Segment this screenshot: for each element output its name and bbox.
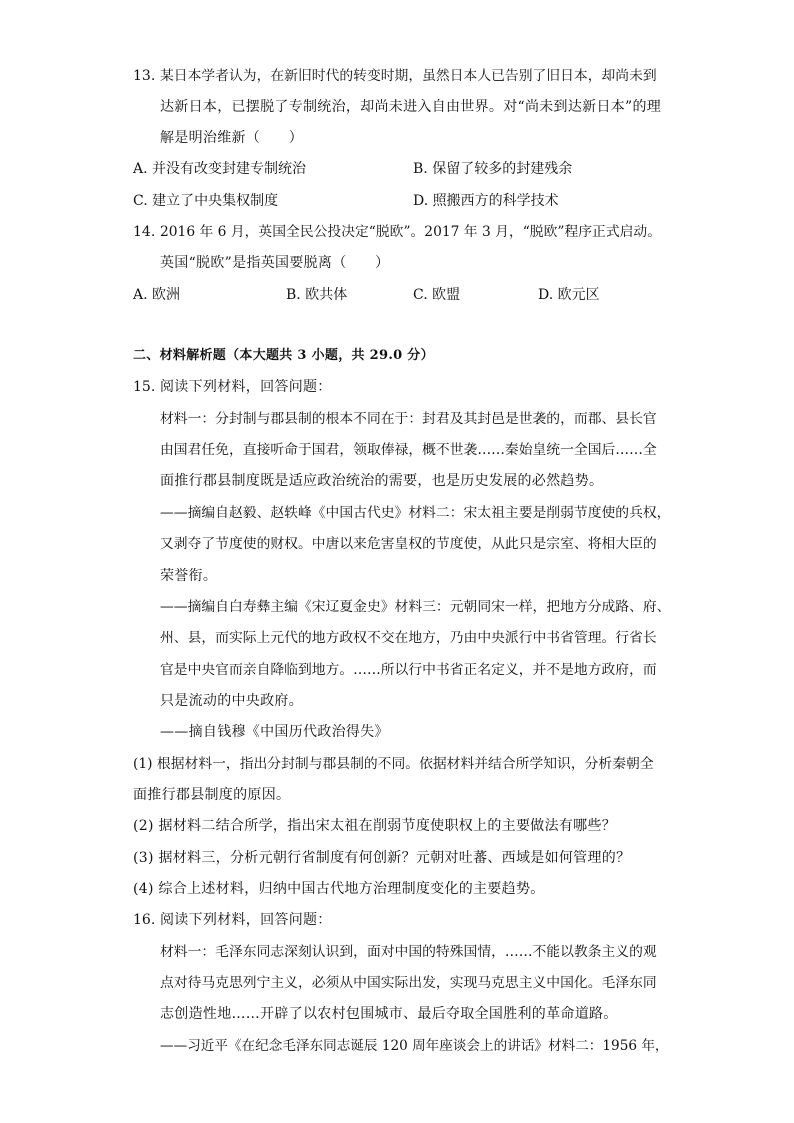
q14-option-c[interactable]: C. 欧盟 [413,287,461,303]
q13-option-d[interactable]: D. 照搬西方的科学技术 [413,193,559,209]
q15-material2-line2: 荣誉衔。 [160,568,218,584]
q16-material1-line1: 材料一：毛泽东同志深刻认识到，面对中国的特殊国情，……不能以教条主义的观 [160,944,657,960]
q15-material3-line1: 州、县，而实际上元代的地方政权不交在地方，乃由中央派行中书省管理。行省长 [160,630,657,646]
q14-number: 14. [133,224,156,240]
q15-subquestion-2: (2) 据材料二结合所学，指出宋太祖在削弱节度使职权上的主要做法有哪些？ [133,818,617,834]
q15-subquestion-1-line1: (1) 根据材料一，指出分封制与郡县制的不同。依据材料并结合所学知识，分析秦朝全 [133,756,654,772]
q14-option-d[interactable]: D. 欧元区 [538,287,600,303]
q13-stem-line3: 解是明治维新（ ） [160,130,303,146]
q13-stem-line1: 某日本学者认为，在新旧时代的转变时期，虽然日本人已告别了旧日本，却尚未到 [160,68,657,84]
q15-material1-line3: 面推行郡县制度既是适应政治统治的需要，也是历史发展的必然趋势。 [160,473,604,489]
q15-intro: 阅读下列材料，回答问题： [160,379,332,395]
q15-subquestion-1-line2: 面推行郡县制度的原因。 [133,787,291,803]
q15-material1-source: ——摘编自赵毅、赵轶峰《中国古代史》材料二：宋太祖主要是削弱节度使的兵权， [160,505,671,521]
q15-material3-source: ——摘自钱穆《中国历代政治得失》 [160,724,389,740]
q13-number: 13. [133,68,156,84]
q15-subquestion-3: (3) 据材料三，分析元朝行省制度有何创新？元朝对吐蕃、西域是如何管理的？ [133,850,631,866]
q16-number: 16. [133,912,156,928]
q16-material1-line3: 志创造性地……开辟了以农村包围城市、最后夺取全国胜利的革命道路。 [160,1006,618,1022]
q15-material3-line2: 官是中央官而亲自降临到地方。……所以行中书省正名定义，并不是地方政府，而 [160,662,657,678]
q13-option-b[interactable]: B. 保留了较多的封建残余 [413,161,573,177]
q15-material1-line2: 由国君任免，直接听命于国君，领取俸禄，概不世袭……秦始皇统一全国后……全 [160,442,657,458]
section-2-title: 二、材料解析题（本大题共 3 小题，共 29.0 分） [133,348,434,363]
q14-option-a[interactable]: A. 欧洲 [133,287,181,303]
q14-stem-line1: 2016 年 6 月，英国全民公投决定“脱欧”。2017 年 3 月，“脱欧”程序正式启动。 [160,224,662,240]
q13-option-c[interactable]: C. 建立了中央集权制度 [133,193,279,209]
q15-subquestion-4: (4) 综合上述材料，归纳中国古代地方治理制度变化的主要趋势。 [133,881,545,897]
q14-stem-line2: 英国“脱欧”是指英国要脱离（ ） [160,255,390,271]
q15-material3-line3: 只是流动的中央政府。 [160,693,303,709]
q13-stem-line2: 达新日本，已摆脱了专制统治，却尚未进入自由世界。对“尚未到达新日本”的理 [160,99,662,115]
q15-number: 15. [133,379,156,395]
q15-material1-line1: 材料一：分封制与郡县制的根本不同在于：封君及其封邑是世袭的，而郡、县长官 [160,411,657,427]
q16-intro: 阅读下列材料，回答问题： [160,912,332,928]
q16-material1-line2: 点对待马克思列宁主义，必须从中国实际出发，实现马克思主义中国化。毛泽东同 [160,975,657,991]
q15-material2-source: ——摘编自白寿彝主编《宋辽夏金史》材料三：元朝同宋一样，把地方分成路、府、 [160,599,671,615]
q14-option-b[interactable]: B. 欧共体 [286,287,348,303]
q15-material2-line1: 又剥夺了节度使的财权。中唐以来危害皇权的节度使，从此只是宗室、将相大臣的 [160,536,657,552]
q13-option-a[interactable]: A. 并没有改变封建专制统治 [133,161,307,177]
q16-material1-source: ——习近平《在纪念毛泽东同志诞辰 120 周年座谈会上的讲话》材料二：1956 年， [160,1038,669,1054]
